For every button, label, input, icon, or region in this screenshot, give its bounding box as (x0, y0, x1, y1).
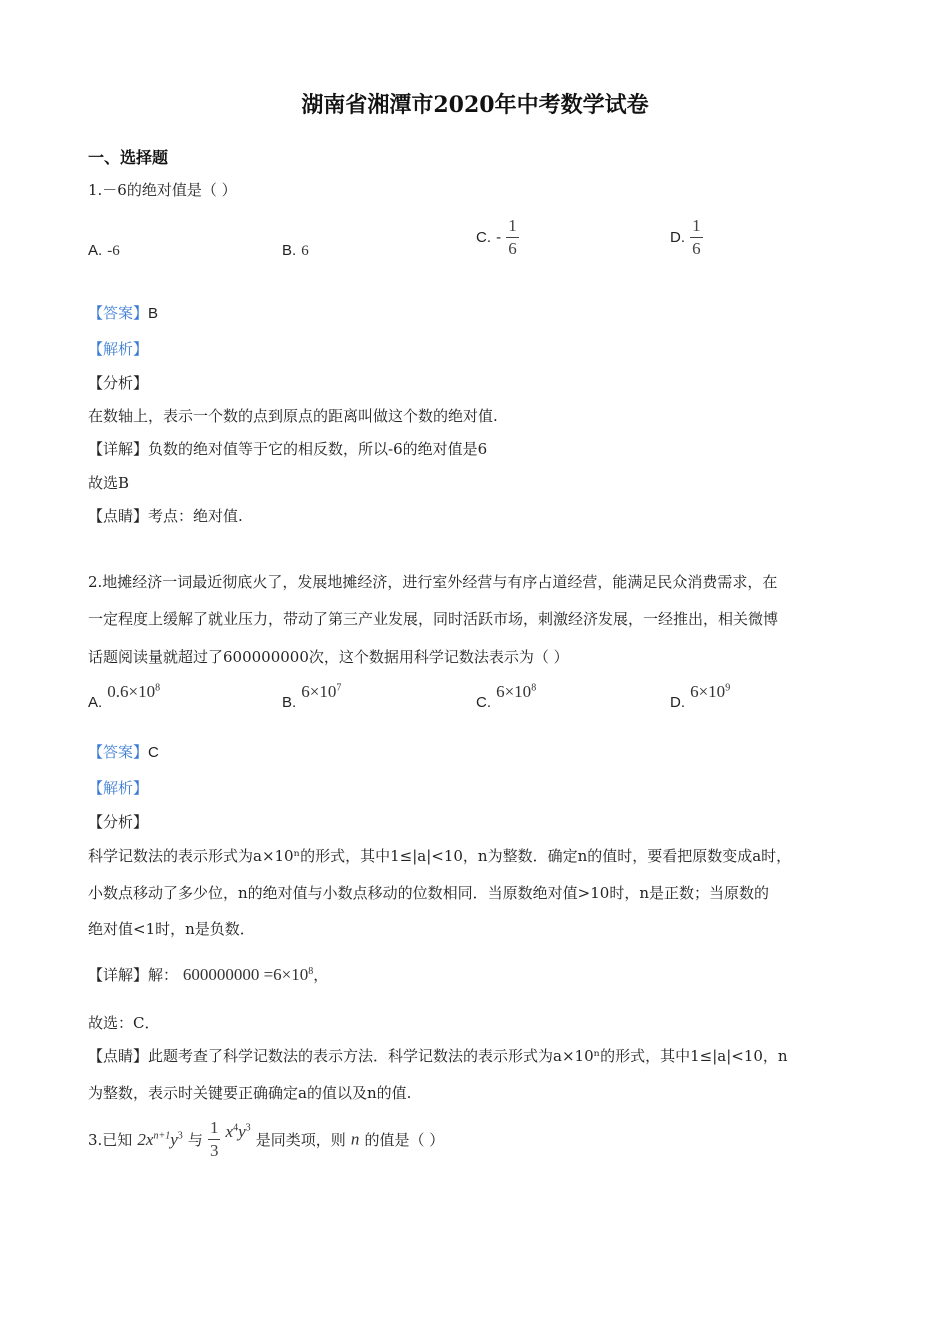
q2-stem-line3: 话题阅读量就超过了600000000次，这个数据用科学记数法表示为（ ） (88, 648, 569, 666)
q2-fenxi-line1: 科学记数法的表示形式为a×10ⁿ的形式，其中1≤|a|<10，n为整数．确定n的值时，要看把原数变成a时， (88, 847, 792, 865)
q1-fenxi-text: 在数轴上，表示一个数的点到原点的距离叫做这个数的绝对值. (88, 407, 498, 425)
q2-answer (88, 741, 159, 762)
term1-exponent: n+1 (153, 1130, 171, 1142)
option-label: B. (282, 242, 297, 259)
q2-stem-line2: 一定程度上缓解了就业压力，带动了第三产业发展，同时活跃市场，刺激经济发展，一经推出，相关微博 (88, 610, 779, 628)
detail-math: 600000000 =6×10 (182, 965, 309, 984)
dianjing-tag: 【点睛】 (88, 1047, 149, 1065)
detail-prefix: 解： (148, 966, 179, 984)
q2-fenxi-line2: 小数点移动了多少位，n的绝对值与小数点移动的位数相同．当原数绝对值>10时，n是正数；当原数的 (88, 884, 769, 902)
option-label: C. (476, 229, 491, 246)
q3-variable-n: n (350, 1129, 360, 1149)
answer-tag: 【答案】 (88, 743, 149, 761)
option-value: 6×10 (690, 682, 726, 701)
detail-tag: 【详解】 (88, 440, 149, 458)
option-value: 6 (301, 243, 309, 259)
q2-choice: 故选：C． (88, 1014, 160, 1032)
option-label: A. (88, 242, 103, 259)
dianjing-text: 此题考查了科学记数法的表示方法．科学记数法的表示形式为a×10ⁿ的形式，其中1≤|a|<10，n (148, 1047, 788, 1065)
numerator: 1 (692, 216, 701, 235)
q1-detail (88, 438, 487, 459)
detail-tag: 【详解】 (88, 966, 149, 984)
answer-tag: 【答案】 (88, 304, 149, 322)
option-value: 0.6×10 (107, 682, 156, 701)
denominator: 6 (508, 239, 517, 258)
term2-y-exponent: 3 (245, 1122, 251, 1134)
option-value: -6 (107, 243, 120, 259)
term1-y-exponent: 3 (177, 1130, 183, 1142)
term2-x: x (225, 1121, 234, 1141)
q2-option-a (88, 682, 161, 711)
q1-fenxi-tag: 【分析】 (88, 374, 149, 392)
q3-prefix: 3.已知 (88, 1131, 133, 1149)
term1-y: y (170, 1129, 178, 1149)
term1-base: 2x (137, 1129, 154, 1149)
q2-detail (88, 964, 328, 985)
q2-option-b (282, 682, 342, 711)
detail-suffix: ， (313, 966, 329, 984)
q2-dianjing-line2: 为整数，表示时关键要正确确定a的值以及n的值. (88, 1084, 412, 1102)
answer-value: C (148, 744, 159, 761)
q3-term2 (226, 1122, 256, 1141)
fraction (506, 216, 519, 259)
q2-analysis-tag: 【解析】 (88, 779, 149, 797)
minus-sign: - (496, 229, 502, 246)
option-exponent: 9 (725, 682, 731, 694)
q2-fenxi-line3: 绝对值<1时，n是负数． (88, 920, 255, 938)
q1-option-d (670, 216, 703, 259)
option-exponent: 8 (155, 682, 161, 694)
fraction (690, 216, 703, 259)
q3-term1 (137, 1130, 187, 1149)
dianjing-text: 考点：绝对值. (148, 507, 243, 525)
numerator: 1 (209, 1118, 219, 1137)
detail-text: 负数的绝对值等于它的相反数，所以-6的绝对值是6 (148, 440, 488, 458)
q3-fraction (208, 1118, 221, 1161)
option-label: D. (670, 694, 685, 711)
q3-stem (88, 1118, 444, 1161)
section-title: 一、选择题 (88, 148, 169, 167)
q3-connector: 与 (187, 1131, 203, 1149)
option-value: 6×10 (301, 682, 337, 701)
q1-option-a (88, 240, 120, 260)
option-exponent: 7 (336, 682, 342, 694)
q2-option-d (670, 682, 731, 711)
term2-x-exponent: 4 (233, 1122, 239, 1134)
answer-value: B (148, 305, 159, 322)
term2-y: y (238, 1121, 246, 1141)
q1-dianjing (88, 505, 243, 526)
q1-answer (88, 302, 158, 323)
numerator: 1 (508, 216, 517, 235)
dianjing-tag: 【点睛】 (88, 507, 149, 525)
q1-analysis-tag: 【解析】 (88, 340, 149, 358)
q2-fenxi-tag: 【分析】 (88, 813, 149, 831)
denominator: 3 (209, 1141, 219, 1160)
q2-dianjing-line1 (88, 1045, 788, 1066)
q2-option-c (476, 682, 537, 711)
q2-stem-line1: 2.地摊经济一词最近彻底火了，发展地摊经济，进行室外经营与有序占道经营，能满足民众消费需求，在 (88, 573, 778, 591)
q1-option-c (476, 216, 519, 259)
q1-choice: 故选B (88, 474, 130, 492)
page-title: 湖南省湘潭市2020年中考数学试卷 (301, 92, 649, 118)
option-label: A. (88, 694, 103, 711)
q3-suffix: 的值是（ ） (364, 1131, 445, 1149)
denominator: 6 (692, 239, 701, 258)
option-label: B. (282, 694, 297, 711)
option-value: 6×10 (496, 682, 532, 701)
q1-stem: 1.－6的绝对值是（ ） (88, 181, 237, 199)
q3-middle: 是同类项，则 (255, 1131, 346, 1149)
option-label: D. (670, 229, 685, 246)
option-exponent: 8 (531, 682, 537, 694)
detail-exponent: 8 (308, 966, 314, 977)
q1-option-b (282, 240, 309, 260)
option-label: C. (476, 694, 491, 711)
